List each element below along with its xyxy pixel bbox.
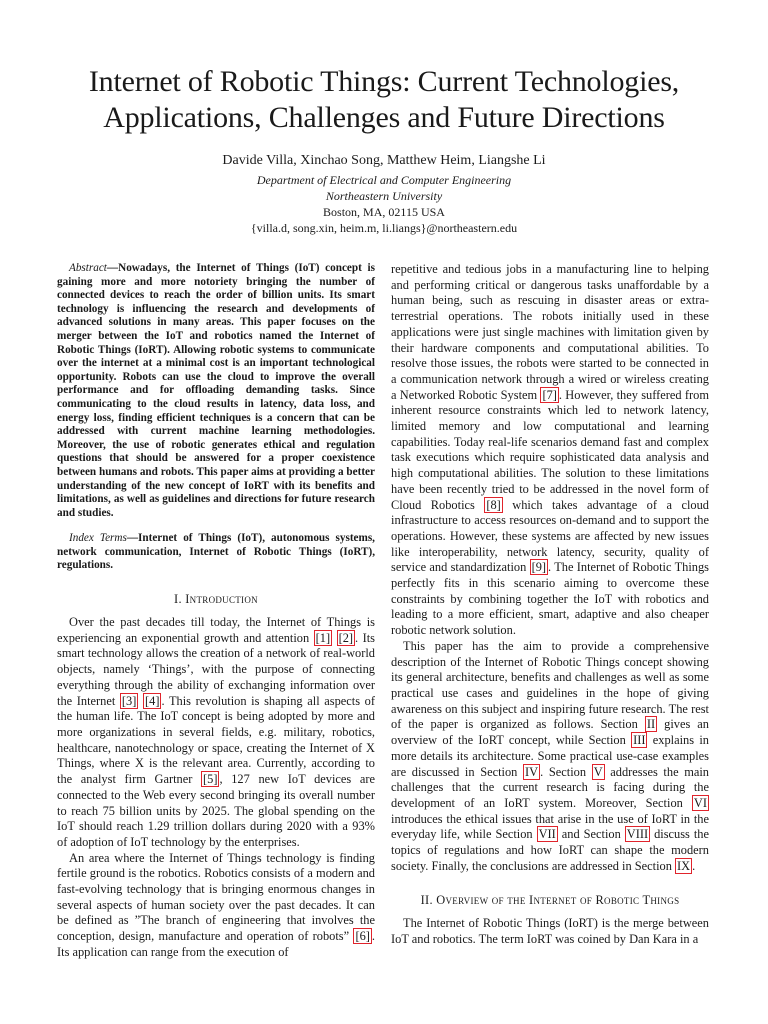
citation-link[interactable]: [1] — [315, 630, 331, 645]
intro-paragraph-1: Over the past decades till today, the Internet of Things is experiencing an exponential growth and attention [1] [2] . Its smart technology allows the creation of a network of real-world objects, namely ‘Things’, with the purpose of connecting everything through the ability of exchanging information over the Internet [3] [4] . This revolution is shaping all aspects of the human life. The IoT concept is being adopted by more and more organizations in several fields, e.g. military, robotics, healthcare, nanotechnology or space, creating the Internet of X Things, where X is the relevant area. Currently, according to the analyst firm Gartner [5] , 127 new IoT devices are connected to the Web every second bringing its overall number to reach 75 billion units by 2025. The global spending on the IoT should reach 1.29 trillion dollars during 2020 with a 93% of adoption of IoT technology by the enterprises. — [57, 615, 375, 849]
intro-paragraph-2: An area where the Internet of Things technology is finding fertile ground is the robotics. Robotics consists of a modern and fast-evolving technology that is bringing enormous changes in several aspects of human society over the past decades. It can be defined as ”The branch of engineering that involves the conception, design, manufacture and operation of robots” [6] . Its application can range from the execution of — [57, 850, 375, 959]
section-ref-link[interactable]: V — [593, 764, 603, 779]
section-heading-introduction: I. Introduction — [174, 592, 258, 607]
paper-outline-paragraph: This paper has the aim to provide a comprehensive description of the Internet of Robotic Things concept showing its general architecture, benefits and challenges as well as some practical use cases and guidelines in the hope of giving awareness on this subject and inspiring future research. The rest of the paper is organized as follows. Section II gives an overview of the IoRT concept, while Section III explains in more details its architecture. Some practical use-case examples are discussed in Section IV . Section V addresses the main challenges that the current research is facing during the development of an IoRT system. Moreover, Section VI introduces the ethical issues that arise in the use of IoRT in the everyday life, while Section VII and Section VIII discuss the topics of regulations and how IoRT can shape the modern society. Finally, the conclusions are addressed in Section IX . — [391, 638, 709, 873]
citation-link[interactable]: [6] — [355, 929, 370, 944]
right-column — [391, 262, 709, 948]
index-terms-text: —Internet of Things (IoT), autonomous systems, network communication, Internet of Robotic Things (IoRT), regulations. — [57, 532, 375, 572]
citation-link[interactable]: [8] — [486, 497, 501, 512]
university: Northeastern University — [325, 189, 443, 203]
paper-title — [40, 64, 728, 136]
author-list: Davide Villa, Xinchao Song, Matthew Heim, Liangshe Li — [222, 153, 546, 168]
section-ref-link[interactable]: VII — [538, 827, 556, 842]
address: Boston, MA, 02115 USA — [323, 205, 445, 219]
citation-link[interactable]: [3] — [121, 693, 137, 708]
section-ref-link[interactable]: II — [646, 717, 656, 732]
abstract — [57, 262, 375, 520]
section-ref-link[interactable]: III — [633, 733, 646, 748]
citation-link[interactable]: [7] — [542, 387, 557, 402]
citation-link[interactable]: [9] — [531, 560, 547, 575]
section-ref-link[interactable]: IV — [525, 764, 539, 779]
abstract-text: —Nowadays, the Internet of Things (IoT) concept is gaining more and more notoriety bringing the number of connected devices to reach the order of billion units. Its smart technology is influencing the research and developments of advanced solutions in many areas. This paper focuses on the merger between the IoT and robotics named the Internet of Robotic Things (IoRT). Allowing robotic systems to communicate over the internet at a minimal cost is an important technological opportunity. Robots can use the cloud to improve the overall performance and for offloading demanding tasks. Since communicating to the cloud results in latency, data loss, and energy loss, finding efficient techniques is a concern that can be addressed with current machine learning methodologies. Moreover, the use of robotic generates ethical and regulation questions that should be answered for a proper coexistence between humans and robots. This paper aims at providing a better understanding of the new concept of IoRT with its benefits and limitations, as well as guidelines and directions for future research and studies. — [57, 262, 375, 519]
author-emails: {villa.d, song.xin, heim.m, li.liangs}@northeastern.edu — [250, 221, 518, 235]
intro-paragraph-continued: repetitive and tedious jobs in a manufacturing line to helping and performing critical or dangerous tasks unaffordable by a human being, such as rescuing in disaster areas or extra-terrestrial operations. The robots initially used in these applications were just single machines with limitation given by their hardware components and computational abilities. To resolve those issues, the robots were started to be connected in a communication network through a wired or wireless creating a Networked Robotic System [7] . However, they suffered from inherent resource constraints which led to network latency, limited memory and low computational and learning capabilities. Today real-life scenarios demand fast and complex task executions which require sophisticated data analysis and high computational abilities. The solution to these limitations have been recently tried to be addressed in the novel form of Cloud Robotics [8] which takes advantage of a cloud infrastructure to access resources on-demand and to support the operations. However, these systems are affected by new issues like interoperability, network latency, security, quality of service and standardization [9] . The Internet of Robotic Things perfectly fits in this scenario aiming to overcome these constraints by combining together the IoT with robotics and leading to a more efficient, smart, adaptive and also cheaper robotic network solution. — [391, 262, 709, 638]
left-column — [57, 262, 375, 961]
department: Department of Electrical and Computer Engineering — [256, 173, 512, 187]
section-ref-link[interactable]: VI — [693, 795, 707, 810]
citation-link[interactable]: [5] — [203, 772, 218, 787]
section-ref-link[interactable]: VIII — [626, 827, 649, 842]
title-line-2: Applications, Challenges and Future Directions — [103, 101, 665, 134]
section-heading-overview: II. Overview of the Internet of Robotic Things — [420, 893, 680, 908]
index-terms — [57, 532, 375, 573]
index-terms-label: Index Terms — [69, 532, 127, 545]
title-line-1: Internet of Robotic Things: Current Technologies, — [88, 65, 680, 98]
overview-paragraph-1: The Internet of Robotic Things (IoRT) is the merge between IoT and robotics. The term IoRT was coined by Dan Kara in a — [391, 916, 709, 947]
abstract-label: Abstract — [69, 262, 107, 274]
citation-link[interactable]: [4] — [145, 693, 160, 708]
citation-link[interactable]: [2] — [338, 630, 354, 645]
section-ref-link[interactable]: IX — [677, 858, 691, 873]
